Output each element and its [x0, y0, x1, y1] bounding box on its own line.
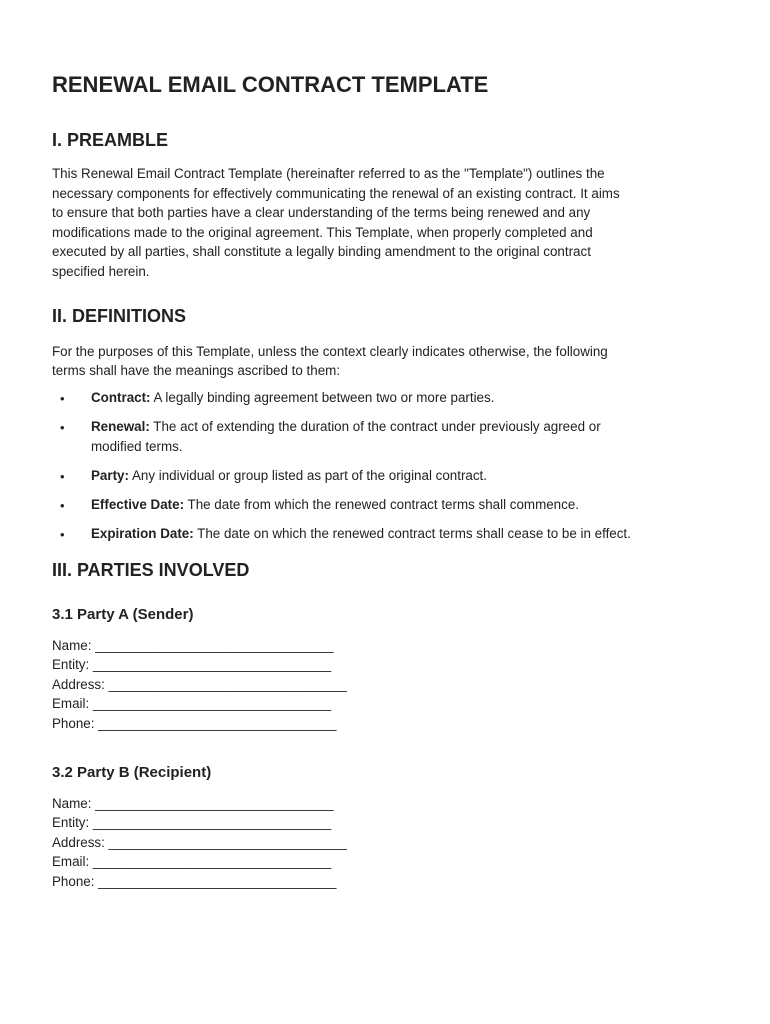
definition-term: Expiration Date:: [91, 526, 194, 542]
definition-item-party: [52, 466, 720, 486]
definition-item-renewal: [52, 417, 720, 456]
definition-item-effective-date: [52, 495, 720, 515]
preamble-heading: I. PREAMBLE: [52, 130, 169, 150]
preamble-line: to ensure that both parties have a clear understanding of the terms being renewed and any: [52, 205, 591, 221]
definition-term: Contract:: [91, 389, 151, 405]
parties-heading: III. PARTIES INVOLVED: [52, 559, 250, 580]
document-title: RENEWAL EMAIL CONTRACT TEMPLATE: [52, 72, 489, 97]
bullet-icon: •: [60, 468, 65, 484]
party-a-heading: 3.1 Party A (Sender): [52, 605, 194, 623]
party-a-email-field[interactable]: Email: ________________________________: [52, 696, 332, 712]
preamble-paragraph: [52, 164, 720, 282]
definition-term: Renewal:: [91, 418, 150, 434]
party-a-address-field[interactable]: Address: ________________________________: [52, 676, 347, 692]
definitions-intro: [52, 342, 720, 381]
bullet-icon: •: [60, 497, 65, 513]
definition-text: Any individual or group listed as part of the original contract.: [128, 467, 487, 483]
definition-term: Party:: [91, 467, 129, 483]
party-b-email-field[interactable]: Email: ________________________________: [52, 854, 332, 870]
definition-term: Effective Date:: [91, 496, 185, 512]
definition-item-contract: [52, 388, 720, 408]
preamble-line: executed by all parties, shall constitute a legally binding amendment to the original contract: [52, 244, 591, 260]
bullet-icon: •: [60, 527, 65, 543]
definition-text: A legally binding agreement between two or more parties.: [150, 389, 495, 405]
party-a-name-field[interactable]: Name: ________________________________: [52, 637, 334, 653]
definitions-heading: II. DEFINITIONS: [52, 305, 187, 326]
party-b-phone-field[interactable]: Phone: ________________________________: [52, 874, 337, 890]
definition-text: modified terms.: [91, 438, 183, 454]
definitions-list: [52, 388, 720, 544]
preamble-line: This Renewal Email Contract Template (hereinafter referred to as the "Template") outlines the: [52, 166, 605, 181]
party-b-name-field[interactable]: Name: ________________________________: [52, 795, 334, 811]
party-b-fields: [52, 794, 720, 892]
party-b-address-field[interactable]: Address: ________________________________: [52, 834, 347, 850]
party-b-entity-field[interactable]: Entity: ________________________________: [52, 815, 332, 831]
bullet-icon: •: [60, 390, 65, 406]
definition-text: The date on which the renewed contract terms shall cease to be in effect.: [193, 526, 631, 542]
preamble-line: necessary components for effectively communicating the renewal of an existing contract. It aims: [52, 185, 620, 201]
party-a-phone-field[interactable]: Phone: ________________________________: [52, 716, 337, 732]
party-a-entity-field[interactable]: Entity: ________________________________: [52, 657, 332, 673]
party-b-heading: 3.2 Party B (Recipient): [52, 763, 212, 781]
preamble-line: modifications made to the original agreement. This Template, when properly completed and: [52, 224, 593, 240]
definitions-intro-line: terms shall have the meanings ascribed to them:: [52, 363, 341, 379]
definition-item-expiration-date: [52, 524, 720, 544]
definitions-intro-line: For the purposes of this Template, unless the context clearly indicates otherwise, the following: [52, 343, 608, 359]
definition-text: The act of extending the duration of the contract under previously agreed or: [149, 418, 601, 434]
bullet-icon: •: [60, 419, 65, 435]
preamble-line: specified herein.: [52, 263, 150, 279]
party-a-fields: [52, 636, 720, 734]
definition-text: The date from which the renewed contract terms shall commence.: [184, 496, 579, 512]
